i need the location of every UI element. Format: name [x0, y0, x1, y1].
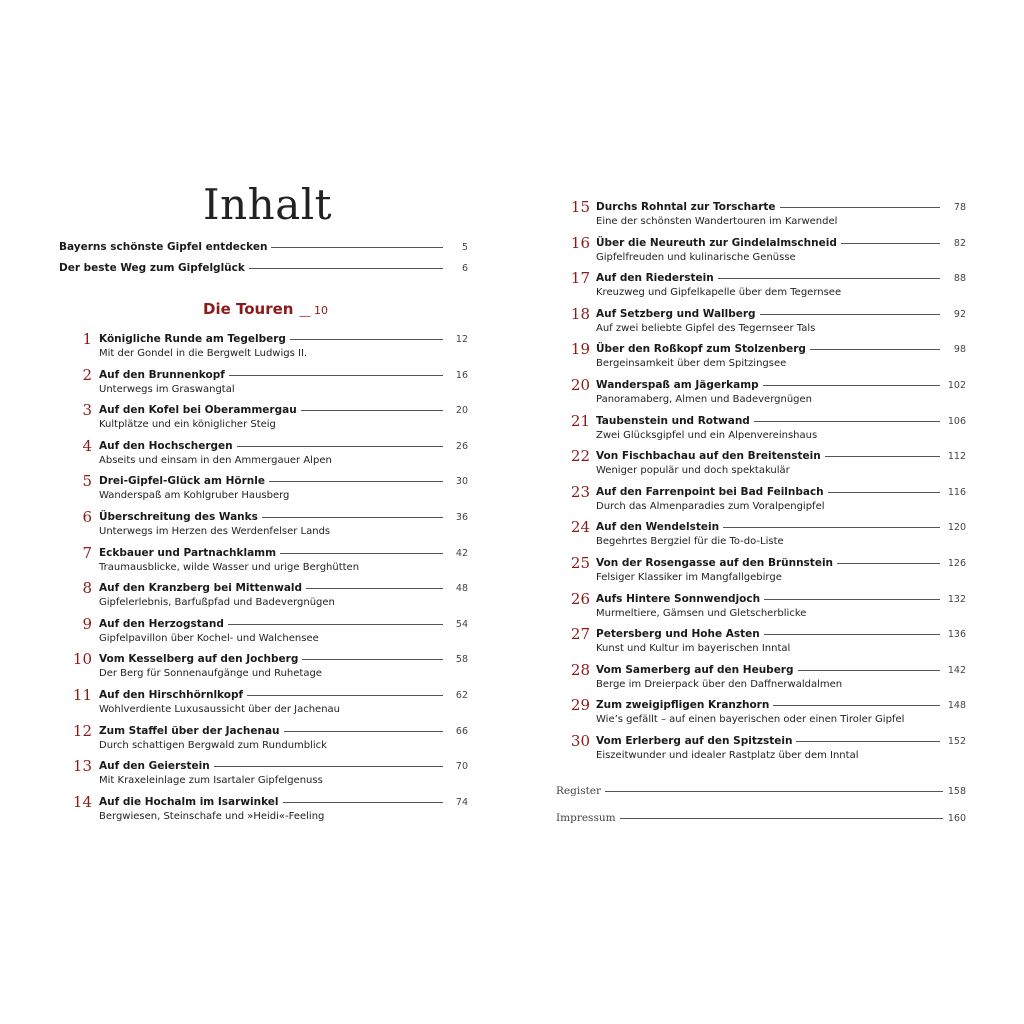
tour-page: 116 — [947, 486, 966, 498]
tour-number: 16 — [570, 233, 590, 252]
tour-title: Auf den Geierstein — [99, 760, 210, 773]
tour-number: 19 — [570, 340, 590, 359]
tour-subtitle: Kreuzweg und Gipfelkapelle über dem Tegernsee — [596, 287, 842, 299]
tour-number: 27 — [570, 625, 590, 644]
section-heading — [203, 300, 328, 318]
tour-number: 13 — [72, 757, 92, 776]
tour-subtitle: Wohlverdiente Luxusaussicht über der Jachenau — [99, 704, 340, 715]
leader-line — [228, 624, 443, 625]
tour-subtitle: Zwei Glücksgipfel und ein Alpenvereinshaus — [596, 429, 818, 441]
tour-entry[interactable] — [99, 369, 445, 381]
tour-page: 42 — [455, 547, 468, 559]
tour-page: 88 — [953, 273, 966, 285]
tour-title: Auf den Hochschergen — [99, 439, 233, 452]
tour-entry[interactable] — [99, 511, 445, 523]
tour-title: Auf den Kranzberg bei Mittenwald — [99, 582, 303, 595]
tour-page: 48 — [455, 583, 468, 595]
tour-subtitle: Unterwegs im Herzen des Werdenfelser Lands — [99, 526, 331, 537]
tour-number: 3 — [82, 401, 92, 420]
extra-title: Impressum — [556, 812, 616, 824]
tour-entry[interactable] — [596, 664, 942, 676]
tour-number: 12 — [72, 721, 92, 740]
tour-number: 30 — [570, 732, 590, 750]
tour-page: 12 — [455, 334, 468, 345]
tour-number: 9 — [82, 614, 92, 633]
tour-number: 7 — [82, 543, 92, 562]
tour-entry[interactable] — [596, 343, 942, 355]
tour-entry[interactable] — [596, 272, 942, 284]
leader-line — [229, 375, 443, 376]
leader-line — [780, 207, 940, 208]
tour-subtitle: Berge im Dreierpack über den Daffnerwaldalmen — [596, 678, 843, 690]
tour-entry[interactable] — [596, 557, 942, 569]
tour-number: 8 — [82, 579, 92, 598]
tour-subtitle: Auf zwei beliebte Gipfel des Tegernseer Tals — [596, 322, 816, 334]
tour-entry[interactable] — [99, 689, 445, 701]
tour-page: 98 — [953, 344, 966, 356]
tour-page: 70 — [455, 761, 468, 773]
tour-title: Zum Staffel über der Jachenau — [99, 724, 280, 737]
leader-line — [306, 588, 443, 589]
tour-title: Petersberg und Hohe Asten — [596, 628, 760, 641]
tour-entry[interactable] — [99, 796, 445, 808]
tour-number: 29 — [570, 696, 590, 715]
leader-line — [290, 339, 443, 340]
tour-number: 24 — [570, 518, 590, 537]
tour-entry[interactable] — [99, 653, 445, 665]
leader-line — [283, 802, 443, 803]
leader-line — [718, 278, 940, 279]
intro-entry[interactable] — [59, 241, 445, 253]
tour-subtitle: Traumausblicke, wilde Wasser und urige Berghütten — [99, 561, 360, 573]
leader-line — [271, 247, 443, 248]
tour-title: Über den Roßkopf zum Stolzenberg — [596, 343, 806, 356]
tour-number: 26 — [570, 589, 590, 608]
tour-title: Überschreitung des Wanks — [99, 511, 258, 523]
tour-subtitle: Eiszeitwunder und idealer Rastplatz über dem Inntal — [596, 750, 859, 761]
tour-entry[interactable] — [596, 201, 942, 213]
tour-subtitle: Bergwiesen, Steinschafe und »Heidi«-Feeling — [99, 810, 325, 822]
tour-subtitle: Wanderspaß am Kohlgruber Hausberg — [99, 490, 290, 502]
tour-number: 25 — [570, 554, 590, 572]
tour-title: Auf den Farrenpoint bei Bad Feilnbach — [596, 485, 824, 498]
tour-subtitle: Wie’s gefällt – auf einen bayerischen oder einen Tiroler Gipfel — [596, 714, 905, 726]
tour-entry[interactable] — [99, 333, 445, 345]
intro-entry[interactable] — [59, 262, 445, 274]
tour-title: Auf den Riederstein — [596, 272, 714, 285]
leader-line — [764, 634, 940, 635]
tour-title: Königliche Runde am Tegelberg — [99, 333, 286, 345]
leader-line — [301, 410, 443, 411]
tour-page: 120 — [947, 522, 966, 534]
intro-page: 5 — [461, 242, 468, 253]
tour-entry[interactable] — [596, 308, 942, 320]
leader-line — [773, 705, 940, 706]
tour-entry[interactable] — [596, 450, 942, 462]
tour-subtitle: Gipfelfreuden und kulinarische Genüsse — [596, 251, 796, 263]
leader-line — [214, 766, 443, 767]
tour-page: 66 — [455, 725, 468, 737]
tour-entry[interactable] — [596, 735, 942, 747]
tour-title: Eckbauer und Partnachklamm — [99, 546, 277, 559]
extra-entry[interactable] — [556, 812, 945, 824]
tour-number: 11 — [72, 686, 92, 704]
leader-line — [247, 695, 443, 696]
tour-entry[interactable] — [596, 628, 942, 640]
leader-line — [837, 563, 940, 564]
tour-title: Vom Erlerberg auf den Spitzstein — [596, 735, 793, 747]
tour-page: 78 — [953, 202, 966, 213]
tour-entry[interactable] — [596, 699, 942, 711]
tour-number: 23 — [570, 482, 590, 501]
tour-page: 26 — [455, 440, 468, 452]
leader-line — [841, 243, 940, 244]
tour-entry[interactable] — [99, 547, 445, 559]
tour-title: Von der Rosengasse auf den Brünnstein — [596, 557, 834, 569]
leader-line — [760, 314, 940, 315]
leader-line — [828, 492, 940, 493]
tour-number: 1 — [82, 330, 92, 348]
leader-line — [763, 385, 940, 386]
tour-title: Auf den Herzogstand — [99, 617, 224, 630]
tour-entry[interactable] — [596, 593, 942, 605]
tour-number: 4 — [82, 436, 92, 455]
tour-subtitle: Gipfelpavillon über Kochel- und Walchensee — [99, 632, 319, 644]
tour-title: Auf den Kofel bei Oberammergau — [99, 404, 297, 417]
tour-subtitle: Eine der schönsten Wandertouren im Karwendel — [596, 216, 838, 227]
tour-title: Aufs Hintere Sonnwendjoch — [596, 592, 761, 605]
tour-number: 17 — [570, 269, 590, 288]
tour-page: 102 — [947, 380, 966, 391]
tour-page: 16 — [455, 369, 468, 381]
leader-line — [796, 741, 940, 742]
tour-subtitle: Der Berg für Sonnenaufgänge und Ruhetage — [99, 668, 322, 680]
tour-number: 18 — [570, 304, 590, 323]
leader-line — [723, 527, 940, 528]
tour-title: Von Fischbachau auf den Breitenstein — [596, 450, 821, 463]
tour-title: Auf den Hirschhörnlkopf — [99, 689, 244, 701]
tour-page: 74 — [455, 796, 468, 808]
tour-page: 92 — [953, 308, 966, 320]
tour-number: 5 — [82, 472, 92, 491]
tour-title: Taubenstein und Rotwand — [596, 414, 750, 427]
tour-number: 28 — [570, 660, 590, 679]
tour-page: 36 — [455, 512, 468, 523]
tour-page: 30 — [455, 476, 468, 488]
tour-entry[interactable] — [99, 404, 445, 416]
section-label: Die Touren — [203, 300, 294, 318]
tour-subtitle: Mit der Gondel in die Bergwelt Ludwigs II. — [99, 348, 308, 359]
tour-title: Drei-Gipfel-Glück am Hörnle — [99, 475, 265, 488]
tour-number: 21 — [570, 411, 590, 430]
tour-page: 126 — [947, 558, 966, 569]
tour-subtitle: Gipfelerlebnis, Barfußpfad und Badevergnügen — [99, 597, 335, 609]
intro-page: 6 — [461, 263, 468, 274]
extra-entry[interactable] — [556, 785, 945, 797]
tour-subtitle: Murmeltiere, Gämsen und Gletscherblicke — [596, 607, 807, 619]
leader-line — [764, 599, 940, 600]
tour-subtitle: Panoramaberg, Almen und Badevergnügen — [596, 394, 813, 405]
tour-page: 148 — [947, 700, 966, 712]
tour-page: 132 — [947, 593, 966, 605]
tour-title: Auf Setzberg und Wallberg — [596, 307, 756, 320]
tour-subtitle: Bergeinsamkeit über dem Spitzingsee — [596, 358, 787, 370]
tour-entry[interactable] — [99, 760, 445, 772]
tour-title: Auf die Hochalm im Isarwinkel — [99, 795, 279, 808]
extra-page: 160 — [947, 813, 966, 824]
leader-line — [269, 481, 443, 482]
leader-line — [825, 456, 940, 457]
tour-number: 20 — [570, 376, 590, 394]
tour-number: 14 — [72, 792, 92, 811]
tour-subtitle: Unterwegs im Graswangtal — [99, 383, 235, 395]
tour-number: 15 — [570, 198, 590, 216]
tour-subtitle: Abseits und einsam in den Ammergauer Alpen — [99, 454, 332, 466]
tour-number: 22 — [570, 447, 590, 466]
tour-number: 6 — [82, 508, 92, 526]
tour-subtitle: Mit Kraxeleinlage zum Isartaler Gipfelgenuss — [99, 775, 323, 787]
section-dash: __ — [299, 304, 311, 317]
tour-title: Auf den Wendelstein — [596, 521, 720, 534]
tour-entry[interactable] — [596, 379, 942, 391]
leader-line — [302, 659, 443, 660]
tour-title: Durchs Rohntal zur Torscharte — [596, 201, 776, 213]
tour-subtitle: Felsiger Klassiker im Mangfallgebirge — [596, 572, 782, 583]
tour-entry[interactable] — [99, 582, 445, 594]
tour-title: Wanderspaß am Jägerkamp — [596, 379, 759, 391]
leader-line — [284, 731, 444, 732]
tour-entry[interactable] — [596, 486, 942, 498]
intro-title: Bayerns schönste Gipfel entdecken — [59, 241, 268, 253]
page-title: Inhalt — [203, 180, 333, 229]
tour-entry[interactable] — [596, 237, 942, 249]
tour-entry[interactable] — [99, 475, 445, 487]
tour-page: 54 — [455, 618, 468, 630]
leader-line — [262, 517, 443, 518]
tour-entry[interactable] — [99, 618, 445, 630]
tour-number: 10 — [72, 650, 92, 669]
tour-entry[interactable] — [596, 521, 942, 533]
tour-page: 112 — [947, 451, 966, 463]
extra-page: 158 — [947, 786, 966, 797]
leader-line — [280, 553, 443, 554]
tour-subtitle: Durch schattigen Bergwald zum Rundumblick — [99, 739, 327, 751]
leader-line — [237, 446, 443, 447]
tour-subtitle: Weniger populär und doch spektakulär — [596, 465, 790, 477]
tour-title: Auf den Brunnenkopf — [99, 368, 225, 381]
tour-subtitle: Kultplätze und ein königlicher Steig — [99, 419, 276, 431]
tour-title: Vom Kesselberg auf den Jochberg — [99, 653, 299, 666]
tour-page: 58 — [455, 654, 468, 666]
extra-title: Register — [556, 785, 602, 797]
leader-line — [754, 421, 940, 422]
tour-page: 152 — [947, 736, 966, 747]
section-page: 10 — [313, 304, 328, 317]
leader-line — [249, 268, 443, 269]
tour-title: Vom Samerberg auf den Heuberg — [596, 663, 794, 676]
tour-page: 82 — [953, 237, 966, 249]
tour-subtitle: Durch das Almenparadies zum Voralpengipfel — [596, 500, 825, 512]
leader-line — [810, 349, 940, 350]
tour-title: Über die Neureuth zur Gindelalmschneid — [596, 236, 837, 249]
tour-page: 106 — [947, 415, 966, 427]
tour-page: 20 — [455, 405, 468, 417]
tour-subtitle: Kunst und Kultur im bayerischen Inntal — [596, 643, 791, 655]
tour-page: 142 — [947, 664, 966, 676]
tour-entry[interactable] — [596, 415, 942, 427]
tour-entry[interactable] — [99, 725, 445, 737]
tour-page: 62 — [455, 690, 468, 701]
tour-subtitle: Begehrtes Bergziel für die To-do-Liste — [596, 536, 784, 548]
tour-number: 2 — [82, 365, 92, 384]
tour-entry[interactable] — [99, 440, 445, 452]
tour-page: 136 — [947, 629, 966, 641]
leader-line — [798, 670, 940, 671]
leader-line — [605, 791, 943, 792]
leader-line — [620, 818, 943, 819]
intro-title: Der beste Weg zum Gipfelglück — [59, 262, 245, 274]
tour-title: Zum zweigipfligen Kranzhorn — [596, 699, 770, 712]
